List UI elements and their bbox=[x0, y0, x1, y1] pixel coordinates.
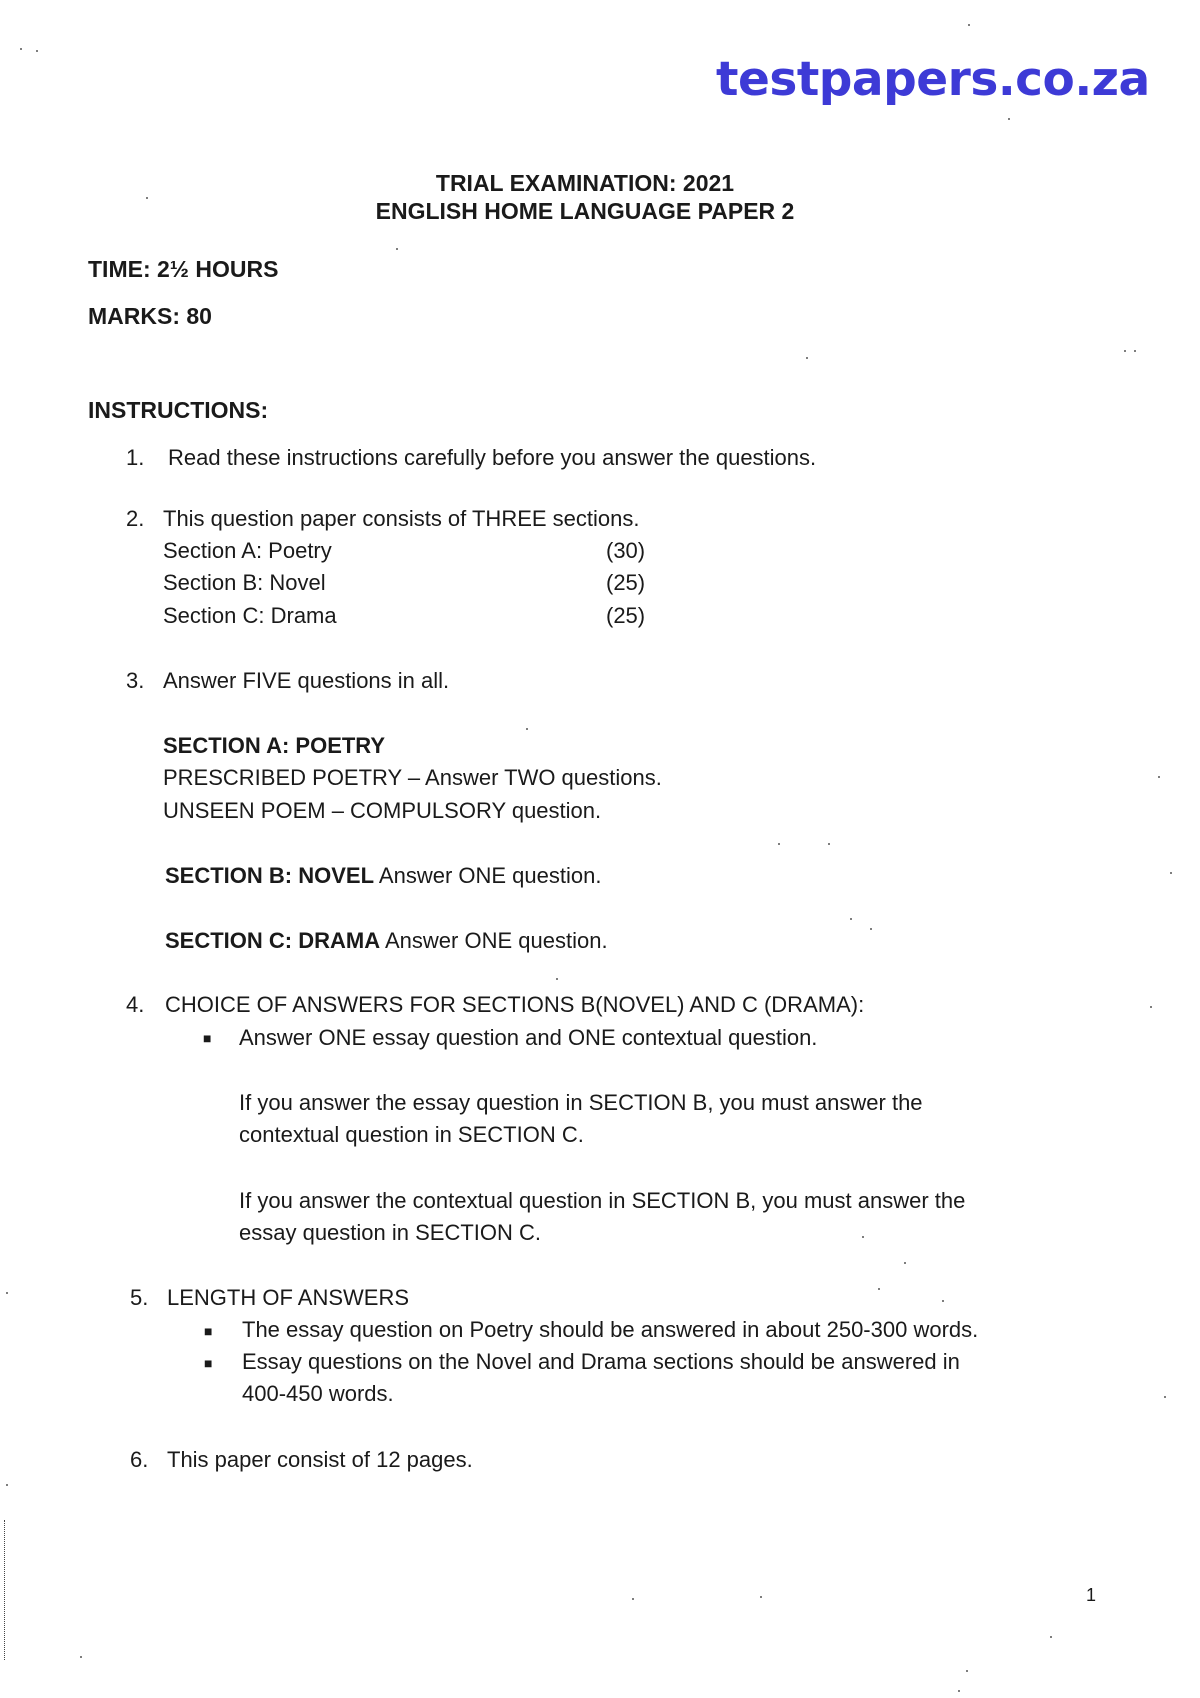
scan-speck bbox=[556, 978, 558, 980]
scan-speck bbox=[632, 1598, 634, 1600]
scan-speck bbox=[760, 1596, 762, 1598]
scan-speck bbox=[904, 1262, 906, 1264]
section-c-marks: (25) bbox=[606, 603, 646, 628]
instruction-4: CHOICE OF ANSWERS FOR SECTIONS B(NOVEL) AND C (DRAMA): bbox=[165, 992, 865, 1017]
instruction-5: LENGTH OF ANSWERS bbox=[167, 1285, 410, 1310]
time-allowed: TIME: 2½ HOURS bbox=[88, 256, 279, 282]
scan-speck bbox=[1134, 350, 1136, 352]
section-c-name: Section C: Drama bbox=[163, 603, 337, 628]
instructions-heading: INSTRUCTIONS: bbox=[88, 397, 269, 423]
scan-speck bbox=[966, 1670, 968, 1672]
scan-speck bbox=[806, 357, 808, 359]
instruction-2: This question paper consists of THREE sections. bbox=[163, 506, 640, 531]
scan-speck bbox=[1050, 1636, 1052, 1638]
instruction-4-para2-line1: If you answer the contextual question in SECTION B, you must answer the bbox=[239, 1188, 966, 1213]
instruction-4-para2-line2: essay question in SECTION C. bbox=[239, 1220, 542, 1245]
total-marks: MARKS: 80 bbox=[88, 303, 212, 329]
instruction-6: This paper consist of 12 pages. bbox=[167, 1447, 473, 1472]
instruction-5-bullet-2-line1: Essay questions on the Novel and Drama sections should be answered in bbox=[242, 1349, 960, 1374]
scan-speck bbox=[1124, 350, 1126, 352]
scan-speck bbox=[828, 843, 830, 845]
instruction-4-bullet: Answer ONE essay question and ONE contextual question. bbox=[239, 1025, 818, 1050]
instruction-number: 3. bbox=[126, 668, 145, 693]
scan-speck bbox=[6, 1484, 8, 1486]
scan-speck bbox=[396, 248, 398, 250]
instruction-number: 2. bbox=[126, 506, 145, 531]
section-b-name: Section B: Novel bbox=[163, 570, 326, 595]
section-b-marks: (25) bbox=[606, 570, 646, 595]
scan-speck bbox=[942, 1300, 944, 1302]
scan-speck bbox=[36, 50, 38, 52]
instruction-number: 4. bbox=[126, 992, 145, 1017]
scan-speck bbox=[20, 48, 22, 50]
scan-speck bbox=[1164, 1396, 1166, 1398]
section-c-text: Answer ONE question. bbox=[380, 928, 608, 953]
bullet-icon: ■ bbox=[204, 1355, 213, 1371]
instruction-number: 1. bbox=[126, 445, 145, 470]
scan-speck bbox=[968, 24, 970, 26]
scan-speck bbox=[870, 928, 872, 930]
instruction-number: 6. bbox=[130, 1447, 149, 1472]
instruction-number: 5. bbox=[130, 1285, 149, 1310]
section-c-heading: SECTION C: DRAMA bbox=[165, 928, 381, 953]
instruction-4-para1-line1: If you answer the essay question in SECTION B, you must answer the bbox=[239, 1090, 923, 1115]
scan-speck bbox=[80, 1656, 82, 1658]
instruction-4-para1-line2: contextual question in SECTION C. bbox=[239, 1122, 584, 1147]
bullet-icon: ■ bbox=[204, 1323, 213, 1339]
instruction-5-bullet-2-line2: 400-450 words. bbox=[242, 1381, 394, 1406]
scan-speck bbox=[1008, 118, 1010, 120]
section-a-marks: (30) bbox=[606, 538, 646, 563]
page-number: 1 bbox=[1086, 1585, 1097, 1605]
instruction-3: Answer FIVE questions in all. bbox=[163, 668, 450, 693]
scan-edge-line bbox=[4, 1520, 5, 1660]
scan-speck bbox=[878, 1288, 880, 1290]
scan-speck bbox=[1158, 776, 1160, 778]
scan-speck bbox=[778, 843, 780, 845]
scan-speck bbox=[6, 1292, 8, 1294]
watermark-logo: testpapers.co.za bbox=[716, 52, 1150, 107]
section-c-instruction bbox=[165, 928, 608, 954]
bullet-icon: ■ bbox=[203, 1030, 212, 1046]
scan-speck bbox=[1170, 872, 1172, 874]
scan-speck bbox=[1150, 1006, 1152, 1008]
scan-speck bbox=[958, 1690, 960, 1692]
scan-speck bbox=[862, 1236, 864, 1238]
section-a-unseen: UNSEEN POEM – COMPULSORY question. bbox=[163, 798, 602, 823]
section-b-heading: SECTION B: NOVEL bbox=[165, 863, 375, 888]
exam-title: TRIAL EXAMINATION: 2021 bbox=[435, 170, 735, 196]
section-a-prescribed: PRESCRIBED POETRY – Answer TWO questions. bbox=[163, 765, 662, 790]
scan-speck bbox=[850, 918, 852, 920]
instruction-5-bullet-1: The essay question on Poetry should be answered in about 250-300 words. bbox=[242, 1317, 979, 1342]
paper-title: ENGLISH HOME LANGUAGE PAPER 2 bbox=[375, 198, 795, 224]
section-a-name: Section A: Poetry bbox=[163, 538, 332, 563]
section-b-instruction bbox=[165, 863, 601, 889]
instruction-1: Read these instructions carefully before you answer the questions. bbox=[168, 445, 817, 470]
section-b-text: Answer ONE question. bbox=[374, 863, 602, 888]
scan-speck bbox=[146, 197, 148, 199]
scan-speck bbox=[526, 728, 528, 730]
section-a-heading: SECTION A: POETRY bbox=[163, 733, 386, 758]
